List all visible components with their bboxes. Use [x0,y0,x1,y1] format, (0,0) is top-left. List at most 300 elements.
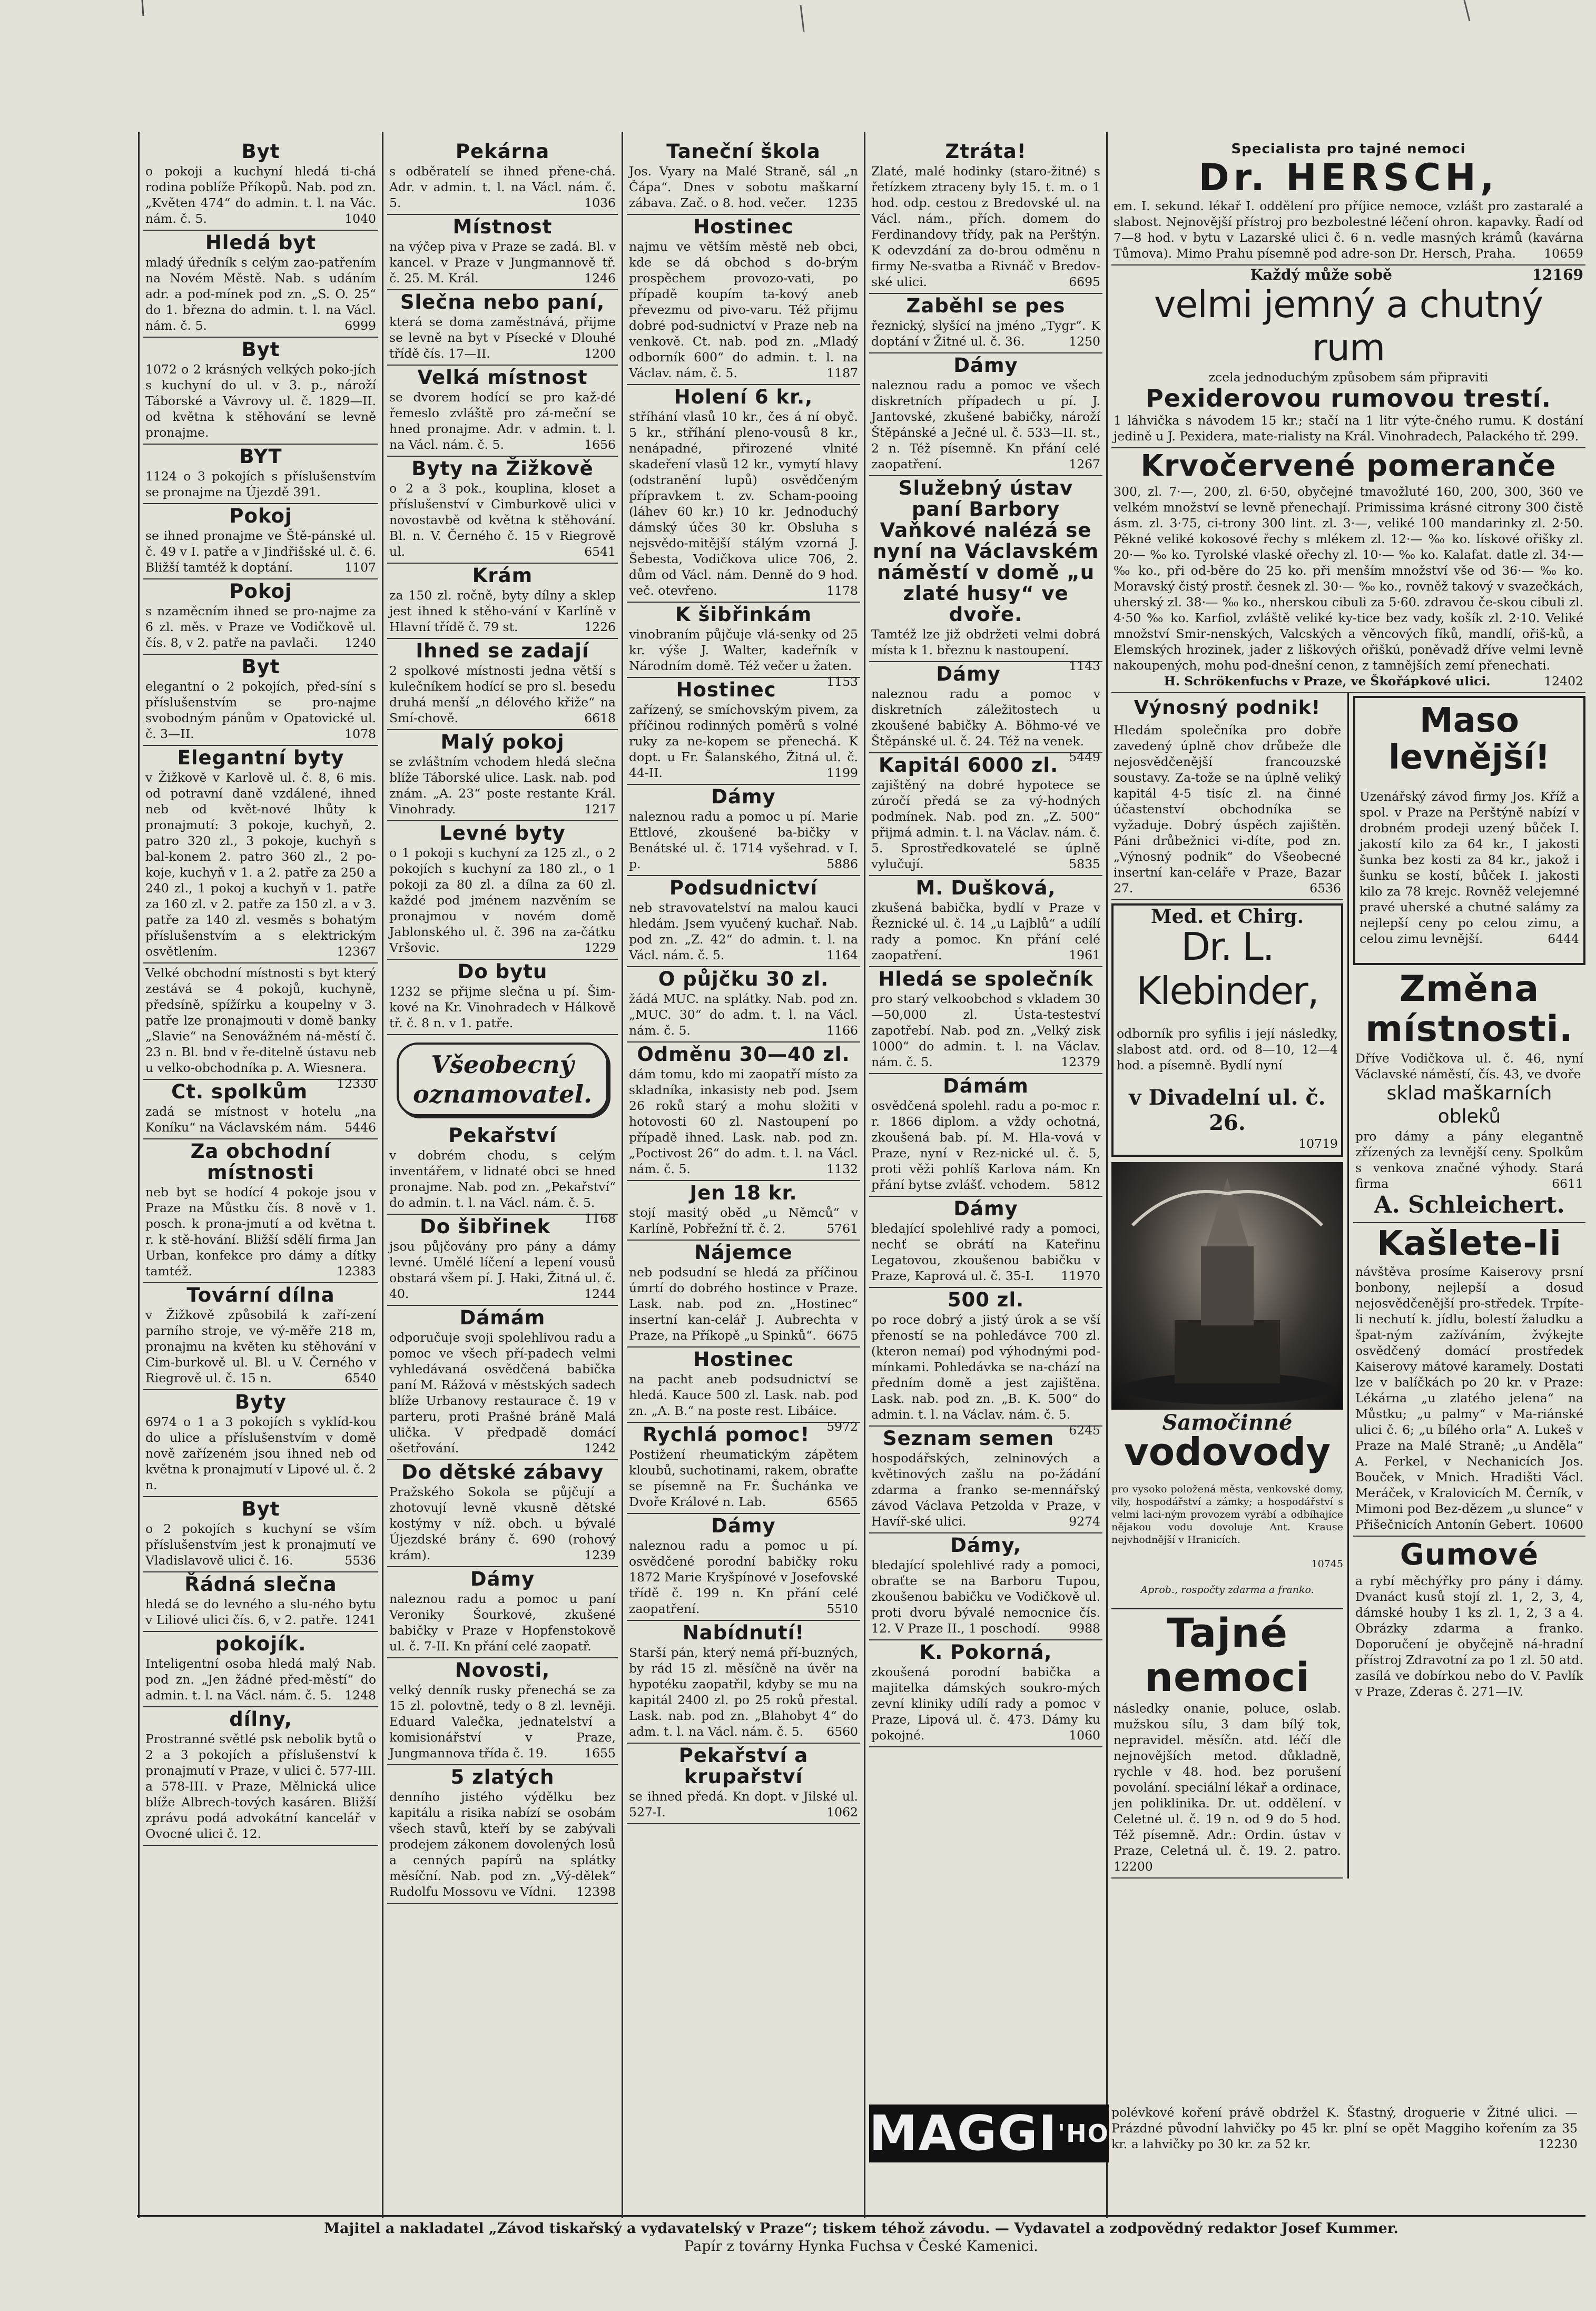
ad-body: zkušená babička, bydlí v Praze v Řeznické ul. č. 14 „u Lajblů“ a udílí rady a pomoc. Kn přání celé zaopatření. [871,900,1100,962]
classified-ad [143,1572,378,1632]
banner-line: oznamovatel. [413,1080,592,1108]
ad-title: M. Dušková, [915,877,1056,899]
ad-tajne [1111,1608,1343,1879]
ad-body: s nzaměcním ihned se pro-najme za 6 zl. měs. v Praze ve Vodičkově ul. čís. 8, v 2. patře na pavlači. [145,604,376,650]
classified-ad [387,960,618,1035]
page-edge-marks [0,0,1596,126]
classified-ad [387,730,618,821]
ad-body: Zlaté, malé hodinky (staro-žitné) s řetízkem ztraceny byly 15. t. m. o 1 hod. odp. cestou z Bredovské ul. na Václ. nám., přích. domem do Ferdinandovy třídy, pak na Perštýn. K odevzdání za do-brou odměnu n firmy Ne-svatba a Rivnáč v Bredov-ské ulici. [871,164,1100,289]
fountain-icon [1111,1162,1343,1410]
classified-ad [143,445,378,504]
ad-number: 1246 [584,271,616,286]
imprint-line: Papír z továrny Hynka Fuchsa v České Kamenici. [684,2238,1038,2255]
ad-body: po roce dobrý a jistý úrok a se vší přeností se na pohledávce 700 zl. (kteron nemaí) pod výhodnými pod-mínkami. Pohledávka se na-chází na předním domě a jest zajištěna. Lask. nab. pod zn. „B. K. 500“ do admin. t. l. na Václav. nám. č. 5. [871,1312,1100,1422]
ad-body: za 150 zl. ročně, byty dílny a sklep jest ihned k stěho-vání v Karlíně v Hlavní třídě č. 79 st. [389,588,616,634]
ad-body: neb podsudní se hledá za příčinou úmrtí do dobrého hostince v Praze. Lask. nab. pod zn. „Hostinec“ insertní kan-celář J. Aubrechta v Praze, na Příkopě „u Spinků“. [629,1265,858,1343]
ad-kicker: Med. et Chirg. [1150,906,1304,928]
ad-body: zajištěný na dobré hypotece se zúročí předá se za vý-hodných podmínek. Nab. pod zn. „Z. 500“ přijmá admin. t. l. na Václav. nám. č. 5. Sprostředkovatelé se úplně vylučují. [871,778,1100,871]
ad-vynosny [1111,693,1343,900]
classified-ad [869,140,1102,294]
ad-title: Slečna nebo paní, [400,291,605,313]
ad-title: Dámy [470,1568,535,1590]
column-5 [1111,140,1585,2099]
ad-title: Hostinec [676,678,776,701]
ad-body: návštěva prosíme Kaiserovy prsní bonbony, nejlepší a dosud nejosvědčenější pro-středek. Trpíte-li nechutí k. jídlu, bolestí žaludku a špat-ným zažíváním, žvýkejte osvědčený domácí prostředek Kaiserovy mátové karamely. Dostati lze v balíčkách po 20 kr. v Praze: Lékárna „u zlatého jelena“ na Můstku; „u palmy“ v Ma-riánské ulici č. 6; „u bílého orla“ A. Lukeš v Praze na Malé Straně; „u Anděla“ A. Ferkel, v Nechanicích Jos. Bouček, v Mnich. Hradišti Václ. Meráček, v Kralovicích M. Černík, v Mimoni pod Bez-dězem „u slunce“ v Přišečnicích Antonín Gebert. [1355,1264,1583,1532]
ad-body: stojí masitý oběd „u Němců“ v Karlíně, Pobřežní tř. č. 2. [629,1205,858,1236]
ad-body: Hledám společníka pro dobře zavedený úplně chov drůbeže dle nejosvědčenější francouzské soustavy. Za-tože se na úplně veliký kapitál 4-5 tisíc zl. na činné účastenství obchodníka se vyžaduje. Dobrý úspěch zajištěn. Páni drůbežnici vi-díte, pod zn. „Výnosný podnik“ do Všeobecné insertní kan-celáře v Praze, Bazar 27. [1114,723,1341,896]
ad-body: zadá se místnost v hotelu „na Koníku“ na Václavském nám. [145,1104,376,1135]
ad-number: 1200 [584,346,616,361]
ad-number: 1248 [344,1688,376,1703]
ad-hersch [1111,140,1585,265]
ad-title: Pokoj [229,505,292,527]
ad-body: Starší pán, který nemá pří-buzných, by rád 15 zl. měsíčně na úvěr na hypotéku zaopatřil, kdyby se mu na kapitál 2400 zl. po 25 roků přestal. Lask. nab. pod zn. „Blahobyt 4“ do adm. t. l. na Václ. nám. č. 5. [629,1645,858,1739]
ad-body: dám tomu, kdo mi zaopatří místo za skladníka, inkasisty neb pod. Jsem 26 roků starý a mohu složiti v hotovosti 60 zl. Nastoupení po případě ihned. Lask. nab. pod zn. „Poctivost 26“ do adm. t. l. na Václ. nám. č. 5. [629,1067,858,1176]
ad-body: s odběratelí se ihned přene-chá. Adr. v admin. t. l. na Václ. nám. č. 5. [389,164,616,210]
ad-number: 12330 [337,1076,376,1091]
ad-title: Za obchodní místnosti [190,1140,331,1184]
ad-number: 1656 [584,437,616,452]
ad-number: 1267 [1069,457,1100,471]
ad-number: 6540 [344,1371,376,1385]
ad-subtitle: sklad maškarních obleků [1386,1083,1552,1127]
ad-title: Byt [241,655,280,678]
classified-ad [387,1658,618,1765]
ad-address: v Divadelní ul. č. 26. [1129,1085,1326,1135]
ad-number: 12169 [1532,266,1583,283]
ad-title: Do bytu [457,960,548,983]
ad-title: pokojík. [215,1633,307,1655]
imprint-footer [137,2215,1585,2256]
ad-title: BYT [239,445,282,468]
ad-body: o pokoji a kuchyní hledá ti-chá rodina poblíže Příkopů. Nab. pod zn. „Květen 474“ do admin. t. l. na Vác. nám. č. 5. [145,164,376,226]
ad-title: Dr. HERSCH, [1198,156,1499,199]
ad-body: 300, zl. 7·—, 200, zl. 6·50, obyčejné tmavožluté 160, 200, 300, 360 ve velkém množství se levně přenechají. Primissima krásné citrony 300 čistě ásm. zl. 3·75, ci-trony 300 lint. zl. 3·—, veliké 100 mandarinky zl. 2·50. Pěkné veliké kokosové řechy s mlékem zl. 12·— ‰ ko. lískové ořišky zl. 20·— ‰ ko. Tyrolské vlaské ořechy zl. 10·— ‰ ko. Kalafat. datle zl. 34·— ‰ ko., při od-běre do 25 ko. při menším množství vše od 36·— ‰ ko. Moravský čistý prostř. česnek zl. 30·— ‰ ko., rovněž takový v svazečkách, uherský zl. 38·— ‰ ko., nherskou cibuli za 5·60. zdravou če-skou cibuli zl. 4·50 ‰ ko. Karfiol, zvláště veliké ky-tice bez vady, košík zl. 2·10. Veliké množství Smir-nenských, Valcských a věncových fíků, mandlí, ořiš-ků, a Elemských hrozinek, jader z liškových ořiškú, poněvadž dříve velmi levně nakoupených, mohu pod-dnešní cenon, z tamnějších zemí přenechati. [1114,484,1583,673]
ad-maggi [1111,2105,1578,2152]
ad-title: Tajné nemoci [1144,1609,1311,1700]
classified-ad [387,564,618,639]
classified-ad [143,1497,378,1572]
ad-title: Služebný ústav paní Barbory Vaňkové nalézá se nyní na Václavském náměstí v domě „u zlaté husy“ ve dvoře. [872,477,1099,626]
ad-number: 1036 [584,195,616,210]
maggi-brand: MAGGI [869,2105,1058,2161]
ad-title: Hostinec [693,1348,794,1371]
classified-ad [627,1514,860,1621]
ad-body: 2 spolkové místnosti jedna větší s kulečníkem hodící se pro sl. besedu druhá menší „n délového křiže“ na Smí-chově. [389,663,616,725]
ad-signature: H. Schrökenfuchs v Praze, ve Škořápkové ulici. [1164,674,1491,689]
ad-title: K. Pokorná, [919,1641,1052,1664]
ad-body: neb stravovatelství na malou kauci hledám. Jsem vyučený kuchař. Nab. pod zn. „Z. 42“ do admin. t. l. na Václ. nám. č. 5. [629,900,858,962]
ad-body: Dříve Vodičkova ul. č. 46, nyní Václavské náměstí, čís. 43, ve dvoře [1355,1051,1583,1081]
ad-title: Elegantní byty [177,746,344,769]
classified-ad [387,1460,618,1567]
ad-number: 11970 [1061,1268,1100,1283]
ad-body: polévkové koření právě obdržel K. Šťastný, droguerie v Žitné ulici. — Prázdné původní lahvičky po 45 kr. plní se opět Maggiho kořením za 35 kr. a lahvičky po 30 kr. za 52 kr. [1111,2105,1578,2151]
ad-note: Aprob., rospočty zdarma a franko. [1140,1584,1314,1596]
ad-number: 1060 [1069,1728,1100,1743]
ad-body: naleznou radu a pomoc u pí. Marie Ettlové, zkoušené ba-bičky v Benátské ul. č. 1714 vyšehrad. v I. p. [629,809,858,871]
ad-number: 10745 [1311,1558,1343,1570]
column-3 [627,140,860,2099]
ad-pomerance [1111,448,1585,693]
ad-number: 1242 [584,1441,616,1456]
ad-body: Postižení rheumatickým zápětem kloubů, suchotinami, rakem, obraťte se písemně na Fr. Šuchánka ve Dvoře Králové n. Lab. [629,1447,858,1509]
ad-number: 1143 [1069,658,1100,673]
ad-number: 12398 [576,1884,616,1899]
ad-body: 1124 o 3 pokojích s příslušenstvím se pronajme na Újezdě 391. [145,469,376,499]
classified-ad [869,1533,1102,1640]
ad-number: 1217 [584,802,616,817]
ad-body: 1232 se přijme slečna u pí. Šim-kové na Kr. Vinohradech v Hálkově tř. č. 8 n. v 1. patře. [389,984,616,1030]
ad-kaslete [1353,1223,1585,1537]
ad-title: vodovody [1124,1430,1331,1474]
classified-ad [387,639,618,730]
classified-ad [627,876,860,967]
ad-number: 6695 [1069,274,1100,289]
ad-number: 1062 [826,1805,858,1820]
ad-title: Malý pokoj [440,731,565,753]
ad-body: pro dámy a pány elegantně zřízených za levnější ceny. Spolkům s venkova značné výhody. Stará firma [1355,1129,1583,1191]
column-4 [869,140,1102,2099]
ad-body: Prostranné světlé psk nebolik bytů o 2 a 3 pokojích a příslušenství k pronajmutí v Praze, v ulici č. 577-III. a 578-III. v Praze, Mělnická ulice blíže Albrech-tových kasáren. Bližší zprávu podá advokátní kancelář v Ovocné ulici č. 12. [145,1732,376,1841]
classified-ad [627,215,860,385]
classified-ad [869,1197,1102,1288]
ad-body: Uzenářský závod firmy Jos. Kříž a spol. v Praze na Perštýně nabízí v drobném prodeji uzený bůček I. jakostí kilo za 64 kr., I jakosti šunka bez kosti za 84 kr., jakož i šunku se kostí, bůček I. jakosti kilo za 78 krejc. Rovněž velejemné pravé uherské a chutné salámy za nejlepší ceny po celou zimu, a celou zimu levnější. [1359,789,1579,946]
ad-klebinder [1111,903,1343,1157]
ad-number: 5510 [826,1601,858,1616]
classified-ad [869,294,1102,353]
ad-title: Levné byty [439,822,566,844]
ad-body: em. I. sekund. lékař I. oddělení pro příjice nemoce, vzlášt pro zastaralé a slabost. Nejnovější přístroj pro bezbolestné léčení ohron. kapavky. Řadí od 7—8 hod. v bytu v Lazarské ulici č. 6 n. vedle masných krámů (kavárna Tůmova). Mimo Prahu písemně pod adre-son Dr. Hersch, Praha. [1114,199,1583,261]
ad-number: 1164 [826,948,858,962]
ad-number: 1961 [1069,948,1100,962]
ad-title: Dr. L. Klebinder, [1136,925,1318,1013]
ad-title: Kašlete-li [1377,1224,1562,1263]
classified-ad [387,457,618,564]
ad-title: Pekařství a krupařství [678,1744,809,1788]
ad-body: hledá se do levného a slu-ného bytu v Liliové ulici čís. 6, v 2. patře. [145,1597,376,1627]
ad-title: Rychlá pomoc! [642,1423,810,1446]
classified-ad [627,1043,860,1181]
ad-title: Seznam semen [883,1427,1055,1450]
ad-number: 12379 [1061,1055,1100,1069]
column-2 [387,140,618,2212]
ad-title: Hostinec [693,215,794,238]
ad-title: Dámám [943,1075,1029,1097]
ad-title: Řádná slečna [184,1573,337,1596]
ad-body: Pražského Sokola se půjčují a zhotovují levně vkusně dětské kostýmy v níž. obch. u bývalé Újezdské brány č. 690 (rohový krám). [389,1484,616,1562]
ad-number: 10659 [1544,246,1583,261]
column-rule [864,132,865,2218]
classified-ad [627,1181,860,1241]
classified-ad [387,1124,618,1226]
ad-number: 1132 [826,1162,858,1176]
banner-line: Všeobecný [431,1050,574,1079]
classified-ad [387,290,618,366]
ad-number: 5761 [826,1221,858,1236]
column-rule [622,132,623,2218]
ad-title: Maso levnější! [1388,701,1551,777]
ad-title: dílny, [229,1708,292,1730]
ad-title: Ct. spolkům [171,1080,308,1103]
classified-ad [387,1215,618,1306]
ad-title: Zaběhl se pes [906,294,1066,317]
ad-vodovody [1111,1410,1343,1598]
ad-number: 1166 [826,1023,858,1038]
ad-number: 6675 [826,1328,858,1343]
ad-number: 5972 [826,1419,858,1434]
ad-body: o 2 a 3 pok., kouplina, kloset a příslušenství v Cimburkově ulici v novostavbě od května k stěhování. Bl. n. V. Černého č. 15 v Riegrově ul. [389,481,616,559]
ad-body: pro vysoko položená města, venkovské domy, vily, hospodářství a zámky; a hospodářství s velmi laci-ným provozem vyrábí a odbíhajíce nějakou vodu dovoluje Ant. Krause nejvhodnější v Hranicích. [1111,1483,1343,1546]
classified-ad [627,603,860,689]
classified-ad [627,1348,860,1434]
ad-title: Odměnu 30—40 zl. [637,1043,850,1066]
ad-firm: A. Schleichert. [1374,1192,1565,1218]
ad-body: na výčep piva v Praze se zadá. Bl. v kancel. v Praze v Jungmannově tř. č. 25. M. Král. [389,239,616,286]
ad-number: 1226 [584,619,616,634]
ad-number: 1655 [584,1746,616,1761]
ad-number: 5536 [344,1553,376,1568]
ad-number: 6245 [1069,1423,1100,1438]
ad-number: 6565 [826,1494,858,1509]
oznamovatel-banner [397,1043,608,1116]
ad-title: Do šibřinek [420,1215,551,1238]
ad-number: 5446 [344,1120,376,1135]
ad-kicker: Každý může sobě [1250,266,1392,283]
classified-ad [143,504,378,579]
ad-number: 5812 [1069,1177,1100,1192]
ad-number: 1178 [826,583,858,598]
ad-title: Byt [241,338,280,361]
classified-ad [627,785,860,876]
ad-body: 1 láhvička s návodem 15 kr.; stačí na 1 litr výte-čného rumu. K dostání jedině u J. Pexidera, mate-rialisty na Král. Vinohradech, Palackého tř. 299. [1114,413,1583,444]
ad-title: Dámy [953,1197,1018,1220]
classified-ad [143,655,378,746]
ad-headline: velmi jemný a chutný rum [1154,283,1543,369]
ad-body: zkoušená porodní babička a majitelka dámských soukro-mých zevní kliniky udílí rady a pomoc v Praze, Lipová ul. č. 473. Dámy ku pokojné. [871,1665,1100,1743]
ad-body: následky onanie, poluce, oslab. mužskou sílu, 3 dam bílý tok, nepravidel. měsíčn. atd. léčí dle nejnovějších metod. důkladně, rychle v 48. hod. bez porušení povolání. speciální lékař a ordinace, jen poliklinika. Dr. ut. oddělení. v Celetné ul. č. 19 n. od 9 do 5 hod. Též písemně. Adr.: Ordin. ústav v Praze, Celetná ul. č. 19. 2. patro. 12200 [1114,1701,1341,1874]
ad-number: 12383 [337,1264,376,1279]
ad-number: 1107 [344,560,376,575]
ad-body: odporučuje svoji spolehlivou radu a pomoc ve všech pří-padech velmi vyhledávaná osvědčená babička paní M. Rážová v městských sadech blíže Urbanovy restaurace č. 19 v parteru, proti Prašné bráně Malá ulička. V předpadě domácí ošetřování. [389,1330,616,1456]
ad-title: Dámy [711,1515,776,1537]
ad-body: Jos. Vyary na Malé Straně, sál „n Čápa“. Dnes v sobotu maškarní zábava. Zač. o 8. hod. večer. [629,164,858,210]
ad-body: o 2 pokojích s kuchyní se vším příslušenstvím jest k pronajmutí ve Vladislavově ulici č. 16. [145,1521,376,1568]
classified-ad [869,1427,1102,1533]
classified-ad [387,1567,618,1658]
fountain-illustration [1111,1162,1343,1410]
ad-gumove [1353,1537,1585,1703]
ad-title: Dámy [953,354,1018,377]
ad-number: 12367 [337,944,376,959]
ad-number: 5449 [1069,750,1100,764]
ad-title: Výnosný podnik! [1134,697,1321,719]
ad-maso [1353,696,1585,965]
ad-title: 5 zlatých [450,1766,555,1788]
ad-title: Pokoj [229,580,292,603]
ad-body: se zvláštním vchodem hledá slečna blíže Táborské ulice. Lask. nab. pod znám. „A. 23“ poste restante Král. Vinohrady. [389,754,616,817]
ad-body: osvědčená spolehl. radu a po-moc r. r. 1866 diplom. a vždy ochotná, zkoušená bab. pí. M. Hla-vová v Praze, nyní v Rez-nické ul. č. 5, proti věži pohlíš Karlova nám. Kn přání bytse zvlášť. vchodem. [871,1098,1100,1192]
ad-body: a rybí měchýřky pro pány i dámy. Dvanáct kusů stojí zl. 1, 2, 3, 4, dámské houby 1 ks zl. 1, 2, 3 a 4. Obrázky zdarma a franko. Doporučení je obyčejně ná-hradní přístroj Zdravotní za po 1 zl. 50 atd. zasílá ve dobírkou nebo do V. Pavlík v Praze, Zderas č. 271—IV. [1355,1574,1583,1699]
ad-number: 6560 [826,1724,858,1739]
classified-ad [627,140,860,215]
classified-ad [143,338,378,445]
ad-number: 9274 [1069,1514,1100,1529]
classified-ad [869,1074,1102,1197]
ad-body: velký denník rusky přenechá se za 15 zl. polovtně, tedy o 8 zl. levněji. Eduard Valečka, jednatelství a komisionářství v Praze, Jungmannova třída č. 19. [389,1683,616,1761]
column-rule [138,132,140,2218]
subcolumn-left [1111,693,1349,1879]
ad-number: 1078 [344,726,376,741]
ad-title: Nájemce [694,1241,793,1264]
ad-title: Krvočervené pomeranče [1140,449,1556,483]
classified-ad [627,1241,860,1348]
ad-number: 12402 [1544,674,1583,689]
ad-title: O půjčku 30 zl. [658,968,829,990]
classified-ad [143,746,378,963]
maggi-logo [869,2105,1109,2162]
ad-body: se dvorem hodící se pro kaž-dé řemeslo zvláště pro zá-meční se hned pronajme. Adr. v admin. t. l. na Václ. nám. č. 5. [389,390,616,452]
ad-body: bledající spolehlivé rady a pomoci, nechť se obrátí na Kateřinu Legatovou, zkoušenou babičku v Praze, Kaprová ul. č. 35-I. [871,1221,1100,1283]
classified-ad [387,366,618,457]
ad-title: Do dětské zábavy [401,1461,604,1483]
ad-title: Dámy [936,663,1001,685]
classified-ad [869,1640,1102,1747]
classified-ad [627,1621,860,1744]
ad-body: stříhání vlasů 10 kr., čes á ní obyč. 5 kr., stříhání pleno-vousů 8 kr., nenápadné, přirozené vlnité skadeření vlasů 12 kr., vymytí hlavy (odstranění lupů) osvědčeným přípravkem t. zv. Scham-pooing (láhev 60 kr.) 10 kr. Jednoduchý dámský účes 30 kr. Obsluha s nejsvědo-mitější stálým vzorná J. Šebesta, Vodičkova ulice 706, 2. dům od Václ. nám. Denně do 9 hod. več. otevřeno. [629,409,858,598]
ad-title: Gumové [1400,1538,1539,1572]
ad-number: 1235 [826,195,858,210]
ad-title: Kapitál 6000 zl. [879,754,1059,776]
classified-ad [627,1744,860,1824]
ad-number: 12230 [1538,2137,1578,2151]
ad-title: Byty na Žižkově [411,457,594,480]
ad-body: jsou půjčovány pro pány a dámy levné. Umělé líčení a lepení vousů obstará všem pí. J. Haki, Žitná ul. č. 40. [389,1239,616,1301]
ad-body: Velké obchodní místnosti s byt který zestává se 4 pokojů, kuchyně, předsíně, spížírku a koupelny v 3. patře lze pronajmouti v domě banky „Slavie“ na Senovážném ná-městí č. 23 n. Bl. bnd v ře-ditelně ústavu neb u velko-obchodníka p. A. Wiesnera. [145,966,376,1075]
classified-ad [143,1139,378,1283]
ad-body: vinobraním půjčuje vlá-senky od 25 kr. výše J. Walter, kadeřník v Národním domě. Též večer u žaten. [629,627,858,673]
ad-body: naleznou radu a pomoc u paní Veroniky Šourkové, zkušené babičky v Praze v Hopfenstokově ul. č. 7-II. Kn přání celé zaopatř. [389,1591,616,1654]
ad-title: K šibřinkám [675,603,812,626]
ad-number: 10600 [1544,1517,1583,1532]
classified-ad [387,215,618,290]
classified-ad [143,963,378,1091]
ad-body: o 1 pokoji s kuchyní za 125 zl., o 2 pokojích s kuchyní za 180 zl., o 1 pokoji za 80 zl. a dílna za 60 zl. každé pod jménem nazvěním se pronajmou v novém domě Jablonského ul. č. 396 na za-čátku Vršovic. [389,845,616,955]
ad-title: Krám [472,564,533,587]
ad-title: Ztráta! [945,140,1027,163]
ad-body: pro starý velkoobchod s vkladem 30—50,000 zl. Ústa-testeství zapotřebí. Nab. pod zn. „Velký zisk 1000“ do admin. t. l. na Václav. nám. č. 5. [871,991,1100,1069]
classified-ad [143,1390,378,1497]
ad-title: Velká místnost [417,366,588,389]
ad-number: 1199 [826,765,858,780]
ad-body: neb byt se hodící 4 pokoje jsou v Praze na Můstku čís. 8 nově v 1. posch. k prona-jmutí a od května t. r. k stě-hování. Bližší sdělí firma Jan Urban, konfekce pro dámy a dítky tamtéž. [145,1185,376,1279]
ad-body: se ihned pronajme ve Ště-pánské ul. č. 49 v I. patře a v Jindřišské ul. č. 6. Bližší tamtéž k doptání. [145,528,376,575]
ad-body: žádá MUC. na splátky. Nab. pod zn. „MUC. 30“ do adm. t. l. na Václ. nám. č. 5. [629,991,858,1038]
ad-title: Dámy, [950,1534,1021,1557]
ad-number: 5886 [826,857,858,871]
ad-body: se ihned předá. Kn dopt. v Jilské ul. 527-I. [629,1789,858,1820]
ad-body: v Žižkově v Karlově ul. č. 8, 6 mis. od potravní daně vzdálené, ihned neb od květ-nové lhůty k pronajmutí: 3 pokoje, kuchyň, 2. patro 320 zl., 3 pokoje, kuchyň s bal-konem 2. patro 360 zl., 2 po-koje, kuchyň v 1. a 2. patře za 250 a 240 zl., 1 pokoj a kuchyň v 1. patře za 160 zl. v 2. patře za 150 zl. a v 3. patře za 140 zl. vesměs s bohatým příslušenstvím a s elektrickým osvětlením. [145,770,376,959]
column-rule [382,132,383,2218]
ad-kicker: Samočinné [1162,1410,1293,1435]
ad-number: 6999 [344,318,376,333]
ad-body: 1072 o 2 krásných velkých poko-jích s kuchyní do ul. v 3. p., nároží Táborské a Vávrovy ul. č. 1829—II. od května k stěhování se levně pronajme. [145,362,376,440]
ad-number: 6444 [1548,931,1579,946]
ad-number: 10719 [1298,1136,1338,1151]
ad-number: 9988 [1069,1621,1100,1636]
classified-ad [387,1765,618,1904]
ad-body: denního jistého výdělku bez kapitálu a risika nabízí se osobám všech stavů, kteří by se zabývali prodejem zákonem dovolených losů a cenných papírů na splátky měsíční. Nab. pod zn. „Vý-dělek“ Rudolfu Mossovu ve Vídni. [389,1789,616,1899]
ad-title: Hledá byt [205,231,317,254]
classified-ad [143,1632,378,1707]
classified-ad [143,1707,378,1846]
classified-ad [627,967,860,1043]
ad-number: 1040 [344,211,376,226]
ad-number: 1244 [584,1286,616,1301]
ad-title: Podsudnictví [669,877,818,899]
ad-number: 6618 [584,711,616,725]
subcolumn-right [1349,693,1585,1879]
ad-title: Novosti, [455,1659,550,1681]
ad-body: odborník pro syfilis i její následky, slabost atd. ord. od 8—10, 12—4 hod. a písemně. Bydlí nyní [1117,1026,1338,1073]
ad-title: Tovární dílna [186,1284,335,1306]
classified-ad [387,140,618,215]
classified-ad [869,353,1102,476]
classified-ad [143,579,378,655]
ad-body: Tamtéž lze již obdržeti velmi dobrá místa k 1. březnu k nastoupení. [871,627,1100,657]
ad-number: 1239 [584,1548,616,1562]
column-1 [143,140,378,2212]
classified-ad [869,1288,1102,1438]
ad-body: naleznou radu a pomoc u pí. osvědčené porodní babičky roku 1872 Marie Kryšpínové v Josefovské třídě č. 199 n. Kn přání celé zaopatření. [629,1538,858,1616]
ad-number: 1250 [1069,334,1100,349]
ad-body: řeznický, slyšící na jméno „Tygr“. K doptání v Žitné ul. č. 36. [871,318,1100,349]
ad-title: Dámy [711,785,776,808]
ad-body: v Žižkově způsobilá k zaří-zení parního stroje, ve vý-měře 218 m, pronajmu na květen ku stěhování v Cim-burkově ul. Bl. u V. Černého v Riegrově ul. č. 15 n. [145,1307,376,1385]
ad-body: bledající spolehlivé rady a pomoci, obraťte se na Barboru Tupou, zkoušenou babičku ve Vodičkově ul. proti dvoru bývalé nemocnice čís. 12. V Praze II., 1 poschodí. [871,1558,1100,1636]
ad-title: Jen 18 kr. [689,1182,797,1204]
ad-title: Holení 6 kr., [674,386,813,408]
ad-kicker: Specialista pro tajné nemoci [1231,141,1466,157]
ad-body: hospodářských, zelninových a květinových zašlu na po-žádání zdarma a franko se-mennářský závod Václava Petzolda v Praze, v Havíř-ské ulici. [871,1451,1100,1529]
classified-ad [387,1306,618,1460]
ad-title: Pekárna [455,140,550,163]
classified-ad [387,821,618,960]
classified-ad [143,1283,378,1390]
ad-title: Hledá se společník [878,968,1093,990]
classified-ad [143,231,378,338]
ad-title: Ihned se zadají [416,640,589,662]
ad-body: naleznou radu a pomoc ve všech diskretních případech u pí. J. Jantovské, zkušené babičky, nároží Štěpánské a Ječné ul. č. 533—II. st., 2 n. Též písemně. Kn přání celé zaopatření. [871,378,1100,471]
ad-title: Místnost [452,215,553,238]
ad-title: Změna místnosti. [1365,968,1573,1050]
ad-body: najmu ve větším městě neb obci, kde se dá obchod s do-brým prospěchem provozo-vati, po případě koupím ta-kový aneb převezmu od pivo-varu. Též přijmu dobré pod-sudnictví v Praze neb na venkově. Ct. nab. pod zn. „Mladý odborník 600“ do admin. t. l. na Václav. nám. č. 5. [629,239,858,380]
ad-title: Pexiderovou rumovou trestí. [1146,384,1551,412]
ad-body: naleznou radu a pomoc v diskretních záležitostech u zkoušené babičky A. Böhmo-vé ve Štěpánské ul. č. 24. Též na venek. [871,686,1100,749]
ad-number: 6541 [584,544,616,559]
ad-body: v dobrém chodu, s celým inventářem, v lidnaté obci se hned pronajme. Nab. pod zn. „Pekařství“ do admin. t. l. na Václ. nám. č. 5. [389,1148,616,1210]
ad-body: na pacht aneb podsudnictví se hledá. Kauce 500 zl. Lask. nab. pod zn. „A. B.“ na poste rest. Libáice. [629,1372,858,1418]
ad-number: 5835 [1069,857,1100,871]
classified-ad [627,1423,860,1514]
imprint-line: Majitel a nakladatel „Závod tiskařský a vydavatelský v Praze“; tiskem téhož závodu. — Vydavatel a zodpovědný redaktor Josef Kummer. [324,2220,1398,2237]
ad-zmena [1353,968,1585,1223]
ad-title: Byt [241,1498,280,1520]
classified-ad [627,385,860,603]
classified-ad [627,678,860,785]
ad-title: 500 zl. [947,1289,1024,1311]
ad-number: 1229 [584,940,616,955]
